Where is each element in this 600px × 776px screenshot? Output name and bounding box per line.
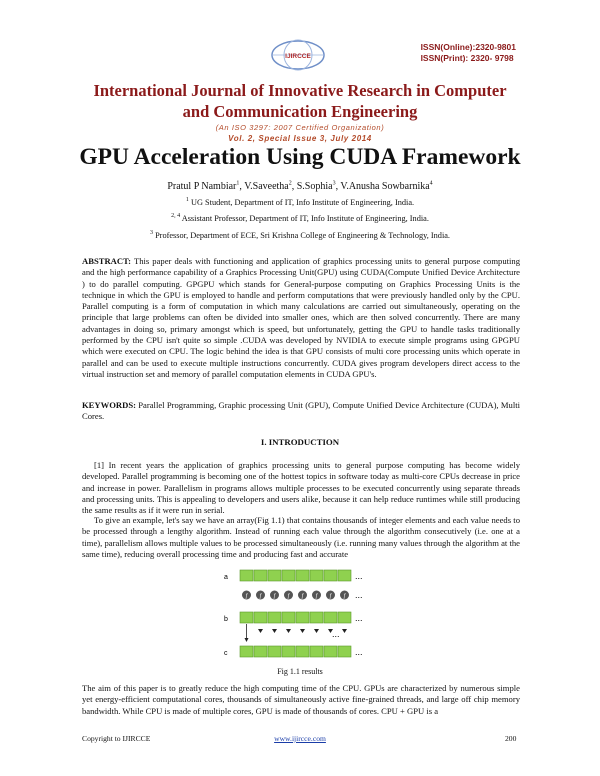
operation-label: f [273,593,276,600]
ellipsis-text: ... [355,590,363,600]
array-cell [240,570,253,581]
journal-name-line2: and Communication Engineering [182,102,418,121]
array-cell [296,570,309,581]
footer-copyright: Copyright to IJIRCCE [82,734,151,743]
operation-label: f [315,593,318,600]
array-cell [268,570,281,581]
operation-label: f [343,593,346,600]
flow-marker [342,629,347,633]
ellipsis-text: ... [332,629,340,639]
array-cell [254,612,267,623]
affiliation-1: $^1$ UG Student, Department of IT, Info Institute of Engineering, India. [185,197,415,207]
array-cell [296,612,309,623]
keywords [82,400,520,423]
author-name: V.Anusha Sowbarnika [340,181,430,192]
ellipsis-text: ... [355,613,363,623]
author-name: S.Sophia [296,181,333,192]
array-cell [338,612,351,623]
logo-text: IJIRCCE [285,53,311,60]
flow-marker [272,629,277,633]
issn-print: ISSN(Print): 2320- 9798 [420,53,514,63]
array-cell [282,612,295,623]
paper-title: GPU Acceleration Using CUDA Framework [79,144,521,170]
author-list: Pratul P Nambiar$^1$, V.Saveetha$^2$, S.Sophia$^3$, V.Anusha Sowbarnika$^4$ [167,180,433,192]
author-name: V.Saveetha [244,181,289,192]
array-cell [268,646,281,657]
abstract-text: This paper deals with functioning and application of graphics processing units to general purpose computing and the high performance capability of a Graphics Processing Unit(GPU) using CUDA(Compute Unified Device Architecture ) to do parallel computing. GPGPU which stands for General-purpose computing on Graphics Processing Units is the technique in which the GPU is employed to handle and perform computations that were previously handled only by the CPU. Parallel computing is a form of computation in which many calculations are carried out simultaneously, operating on the principle that large problems can often be divided into smaller ones, which are then solved concurrently. There are many advantages in doing so, primary amongst which is speed, but unfortunately, getting the GPU to handle tasks traditionally performed by the CPU isn't quite so simple .CUDA was developed by NVIDIA to execute simple programs using GPGPU which were executed on CPU. The logic behind the idea is that GPU consists of multi core processing units which operate in parallel and can be used to execute multiple instructions concurrently. CUDA gives program developers direct access to the virtual instruction set and memory of parallel computation elements in CUDA GPU's. [82,256,521,379]
figure-caption: Fig 1.1 results [277,667,323,676]
keywords-text: Parallel Programming, Graphic processing Unit (GPU), Compute Unified Device Architecture (CUDA), Multi Cores. [82,400,520,422]
footer-page-number: 200 [505,734,517,743]
keywords-label: KEYWORDS: [82,400,136,410]
figure-label-c: c [224,650,228,657]
array-cell [240,646,253,657]
array-cell [324,612,337,623]
array-cell [310,646,323,657]
array-cell [254,570,267,581]
operation-label: f [329,593,332,600]
array-cell [282,570,295,581]
organization-note: (An ISO 3297: 2007 Certified Organization) [215,123,385,132]
figure-label-a: a [224,574,228,581]
intro-paragraph-3: The aim of this paper is to greatly reduce the high computing time of the CPU. GPUs are characterized by numerous simple yet energy-efficient computational cores, thousands of simultaneously active fine-grained threads, and large off chip memory bandwidth. While CPU is made of multiple cores, GPU is made of thousands of cores. CPU + GPU is a [82,683,520,716]
footer-website-link[interactable]: www.ijircce.com [274,734,326,743]
array-cell [338,570,351,581]
array-cell [254,646,267,657]
author-name: Pratul P Nambiar [167,181,237,192]
volume-info: Vol. 2, Special Issue 3, July 2014 [228,134,372,143]
issn-block [421,42,516,64]
flow-marker [258,629,263,633]
operation-label: f [287,593,290,600]
issn-online: ISSN(Online):2320-9801 [420,42,516,52]
array-cell [310,612,323,623]
journal-name [0,80,600,122]
array-cell [324,570,337,581]
section-heading-introduction: I. INTRODUCTION [260,437,340,447]
operation-label: f [245,593,248,600]
journal-logo [268,38,328,72]
journal-name-line1: International Journal of Innovative Research in Computer [93,81,507,100]
affiliation-2: $^{2, 4}$ Assistant Professor, Department of IT, Info Institute of Engineering, India. [171,213,429,223]
affiliation-3: $^3$ Professor, Department of ECE, Sri Krishna College of Engineering & Technology, India. [149,230,451,240]
flow-marker [300,629,305,633]
operation-label: f [301,593,304,600]
abstract-label: ABSTRACT: [82,256,132,266]
abstract [82,256,520,380]
intro-paragraph-2: To give an example, let's say we have an array(Fig 1.1) that contains thousands of integer elements and each value needs to be processed through a lengthy algorithm. Instead of running each value through the algorithm consecutively (i.e. one at a time), parallelism allows multiple values to be processed simultaneously (i.e. running many values through the algorithm at the same time), reducing overall processing time and producing fast and accurate [82,515,520,559]
figure-label-b: b [224,616,228,623]
array-cell [324,646,337,657]
array-cell [296,646,309,657]
ellipsis-text: ... [355,571,363,581]
array-cell [338,646,351,657]
figure-array-parallelism [222,567,382,663]
intro-paragraph-1: [1] In recent years the application of graphics processing units to general purpose computing has become widely developed. Parallel programming is becoming one of the hottest topics in software today as multi-core CPUs decrease in price and increase in power. Parallelism in programs allows multiple processes to be executed concurrently using separate threads and processing units. This is appealing to developers and users alike, because it can help reduce runtimes while still producing the same results as if it were run in serial. [82,460,520,516]
operation-label: f [259,593,262,600]
ellipsis-text: ... [355,647,363,657]
array-cell [282,646,295,657]
array-cell [240,612,253,623]
flow-marker [314,629,319,633]
array-cell [268,612,281,623]
array-cell [310,570,323,581]
flow-marker [286,629,291,633]
